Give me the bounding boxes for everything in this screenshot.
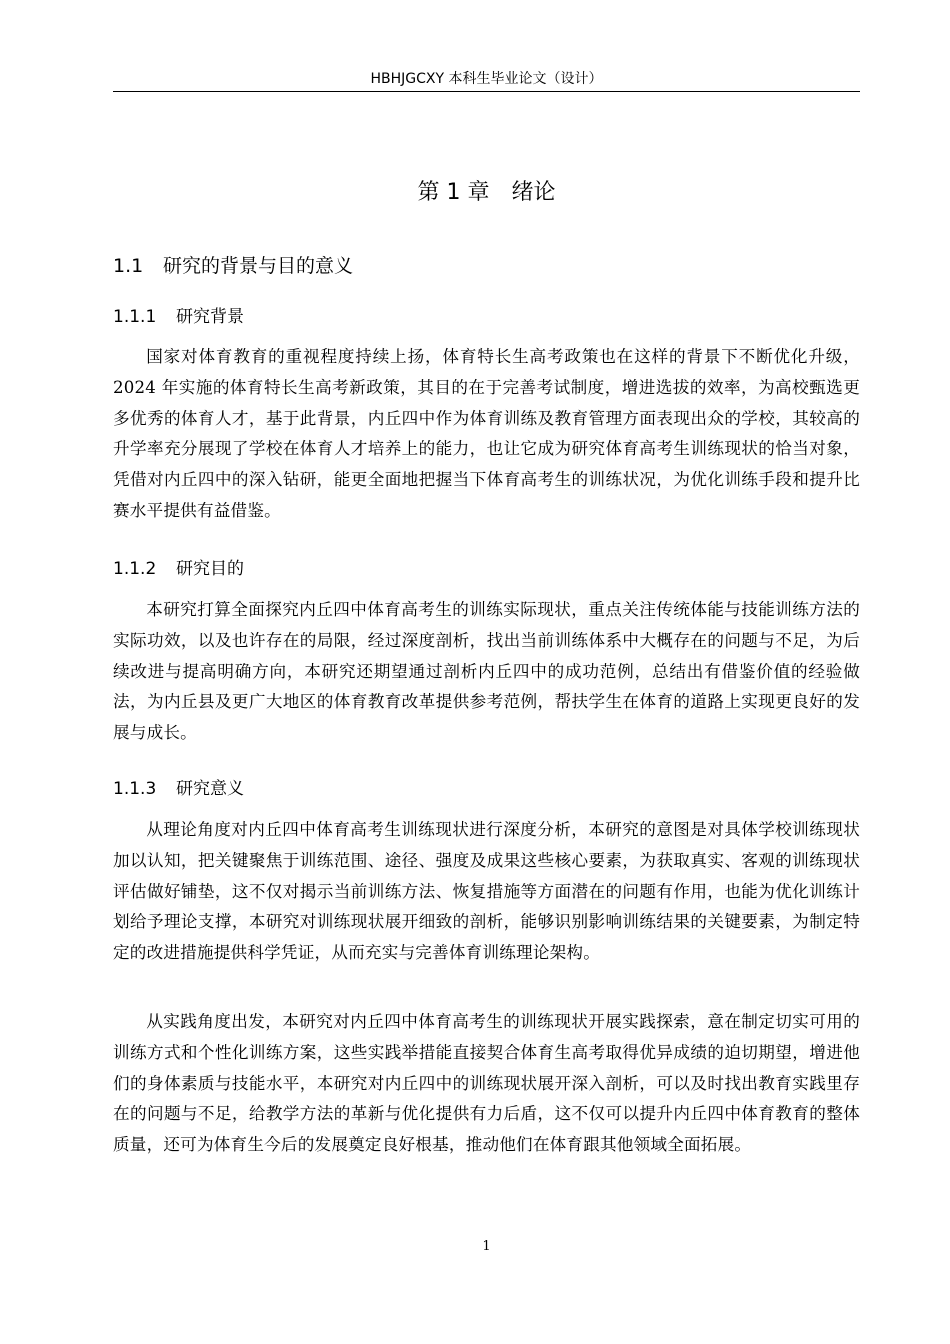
running-header: HBHJGCXY 本科生毕业论文（设计） [370, 71, 603, 87]
chapter-name: 绪论 [511, 180, 556, 205]
paragraph-purpose: 本研究打算全面探究内丘四中体育高考生的训练实际现状，重点关注传统体能与技能训练方法的实际功效，以及也许存在的局限，经过深度剖析，找出当前训练体系中大概存在的问题与不足，为后续改进与提高明确方向，本研究还期望通过剖析内丘四中的成功范例，总结出有借鉴价值的经验做法，为内丘县及更广大地区的体育教育改革提供参考范例，帮扶学生在体育的道路上实现更良好的发展与成长。 [113, 600, 860, 743]
subsection-number: 1.1.3 [113, 779, 157, 799]
subsection-number: 1.1.2 [113, 559, 157, 579]
subsection-number: 1.1.1 [113, 307, 157, 327]
section-title: 研究的背景与目的意义 [163, 255, 354, 277]
page-number: 1 [482, 1239, 491, 1254]
subsection-title: 研究目的 [176, 559, 244, 579]
subsection-heading-background [113, 304, 244, 330]
header-rule [113, 91, 860, 92]
chapter-title [113, 177, 860, 209]
section-heading [113, 252, 353, 280]
section-number: 1.1 [113, 255, 144, 277]
paragraph-background: 国家对体育教育的重视程度持续上扬，体育特长生高考政策也在这样的背景下不断优化升级，2024 年实施的体育特长生高考新政策，其目的在于完善考试制度，增进选拔的效率，为高校甄选更多优秀的体育人才，基于此背景，内丘四中作为体育训练及教育管理方面表现出众的学校，其较高的升学率充分展现了学校在体育人才培养上的能力，也让它成为研究体育高考生训练现状的恰当对象，凭借对内丘四中的深入钻研，能更全面地把握当下体育高考生的训练状况，为优化训练手段和提升比赛水平提供有益借鉴。 [113, 347, 860, 520]
chapter-number: 第 1 章 [417, 180, 490, 205]
paragraph-significance-theory: 从理论角度对内丘四中体育高考生训练现状进行深度分析，本研究的意图是对具体学校训练现状加以认知，把关键聚焦于训练范围、途径、强度及成果这些核心要素，为获取真实、客观的训练现状评估做好铺垫，这不仅对揭示当前训练方法、恢复措施等方面潜在的问题有作用，也能为优化训练计划给予理论支撑，本研究对训练现状展开细致的剖析，能够识别影响训练结果的关键要素，为制定特定的改进措施提供科学凭证，从而充实与完善体育训练理论架构。 [113, 820, 860, 963]
subsection-title: 研究意义 [176, 779, 244, 799]
subsection-title: 研究背景 [176, 307, 244, 327]
subsection-heading-purpose [113, 556, 244, 582]
subsection-heading-significance [113, 776, 244, 802]
paragraph-significance-practice: 从实践角度出发，本研究对内丘四中体育高考生的训练现状开展实践探索，意在制定切实可用的训练方式和个性化训练方案，这些实践举措能直接契合体育生高考取得优异成绩的迫切期望，增进他们的身体素质与技能水平，本研究对内丘四中的训练现状展开深入剖析，可以及时找出教育实践里存在的问题与不足，给教学方法的革新与优化提供有力后盾，这不仅可以提升内丘四中体育教育的整体质量，还可为体育生今后的发展奠定良好根基，推动他们在体育跟其他领域全面拓展。 [113, 1012, 860, 1155]
